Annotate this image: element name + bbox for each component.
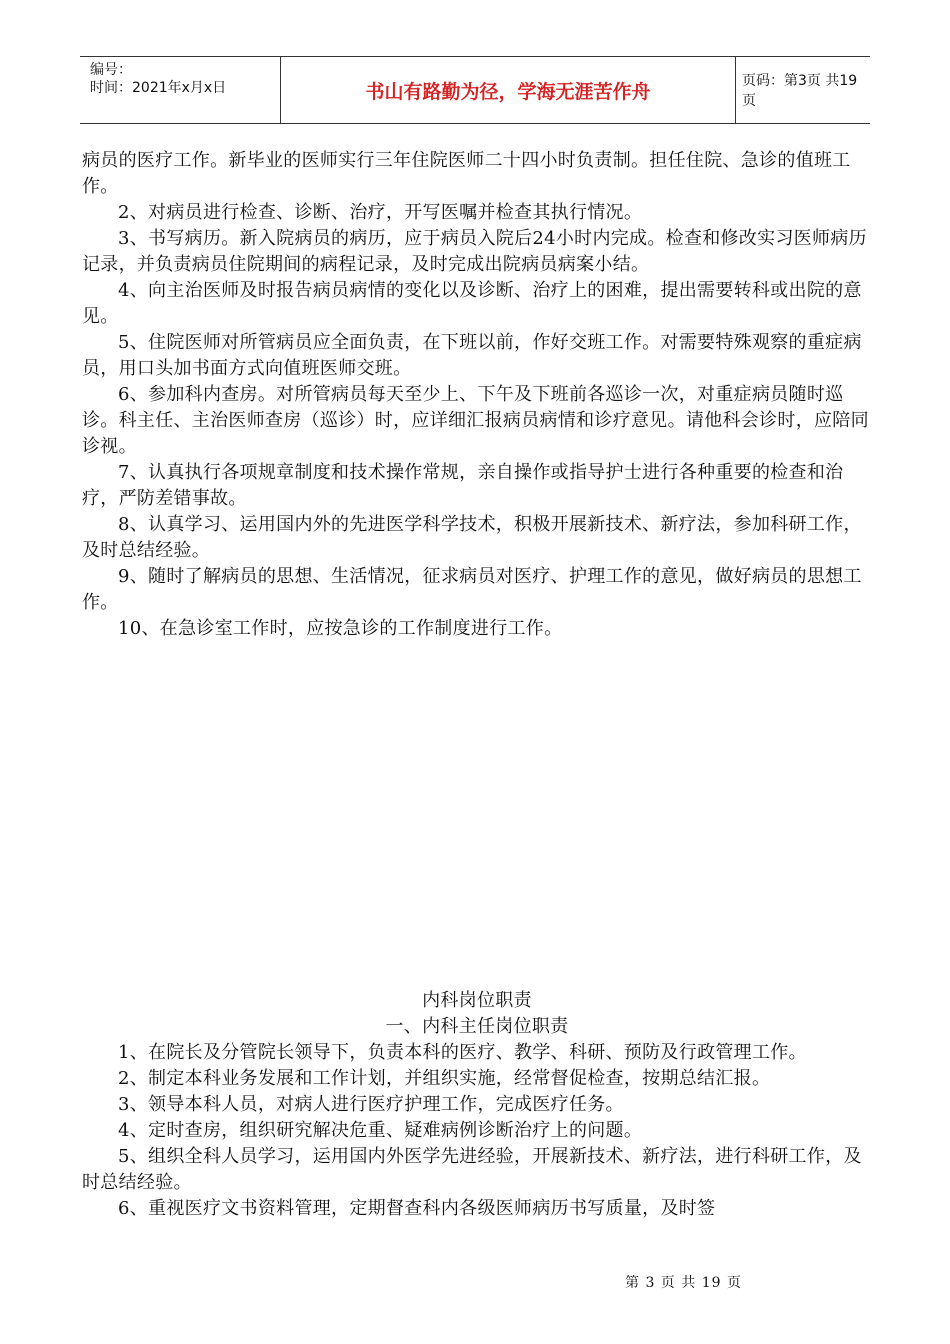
paragraph: 3、领导本科人员，对病人进行医疗护理工作，完成医疗任务。	[118, 1094, 624, 1115]
paragraph: 病员的医疗工作。新毕业的医师实行三年住院医师二十四小时负责制。担任住院、急诊的值班工作。	[82, 150, 851, 197]
header-meta	[90, 61, 226, 97]
header-motto: 书山有路勤为径，学海无涯苦作舟	[280, 57, 736, 123]
serial-label: 编号：	[90, 62, 132, 78]
paragraph: 8、认真学习、运用国内外的先进医学科学技术，积极开展新技术、新疗法，参加科研工作，及时总结经验。	[82, 514, 862, 561]
paragraph: 3、书写病历。新入院病员的病历，应于病员入院后24小时内完成。检查和修改实习医师病历记录，并负责病员住院期间的病程记录，及时完成出院病员病案小结。	[82, 228, 867, 275]
section-subtitle: 一、内科主任岗位职责	[385, 1016, 569, 1037]
paragraph: 4、定时查房，组织研究解决危重、疑难病例诊断治疗上的问题。	[118, 1120, 643, 1141]
section-title: 内科岗位职责	[422, 990, 532, 1011]
paragraph: 9、随时了解病员的思想、生活情况，征求病员对医疗、护理工作的意见，做好病员的思想工作。	[82, 566, 862, 613]
paragraph: 10、在急诊室工作时，应按急诊的工作制度进行工作。	[118, 618, 563, 639]
section-resident-duties	[82, 148, 872, 642]
page-footer: 第 3 页 共 19 页	[625, 1275, 742, 1291]
time-label: 时间：2021年x月x日	[90, 80, 227, 96]
header-page-info: 页码：第3页 共19页	[742, 73, 858, 109]
section-internal-medicine-duties	[82, 988, 872, 1222]
paragraph: 6、重视医疗文书资料管理，定期督查科内各级医师病历书写质量，及时签	[118, 1198, 716, 1219]
paragraph: 5、住院医师对所管病员应全面负责，在下班以前，作好交班工作。对需要特殊观察的重症病员，用口头加书面方式向值班医师交班。	[82, 332, 862, 379]
paragraph: 1、在院长及分管院长领导下，负责本科的医疗、教学、科研、预防及行政管理工作。	[118, 1042, 807, 1063]
paragraph: 5、组织全科人员学习，运用国内外医学先进经验，开展新技术、新疗法，进行科研工作，及时总结经验。	[82, 1146, 862, 1193]
paragraph: 2、对病员进行检查、诊断、治疗，开写医嘱并检查其执行情况。	[118, 202, 643, 223]
paragraph: 2、制定本科业务发展和工作计划，并组织实施，经常督促检查，按期总结汇报。	[118, 1068, 771, 1089]
paragraph: 6、参加科内查房。对所管病员每天至少上、下午及下班前各巡诊一次，对重症病员随时巡诊。科主任、主治医师查房（巡诊）时，应详细汇报病员病情和诊疗意见。请他科会诊时，应陪同诊视。	[82, 384, 869, 457]
paragraph: 4、向主治医师及时报告病员病情的变化以及诊断、治疗上的困难，提出需要转科或出院的意见。	[82, 280, 862, 327]
document-header	[80, 56, 870, 124]
paragraph: 7、认真执行各项规章制度和技术操作常规，亲自操作或指导护士进行各种重要的检查和治疗，严防差错事故。	[82, 462, 844, 509]
